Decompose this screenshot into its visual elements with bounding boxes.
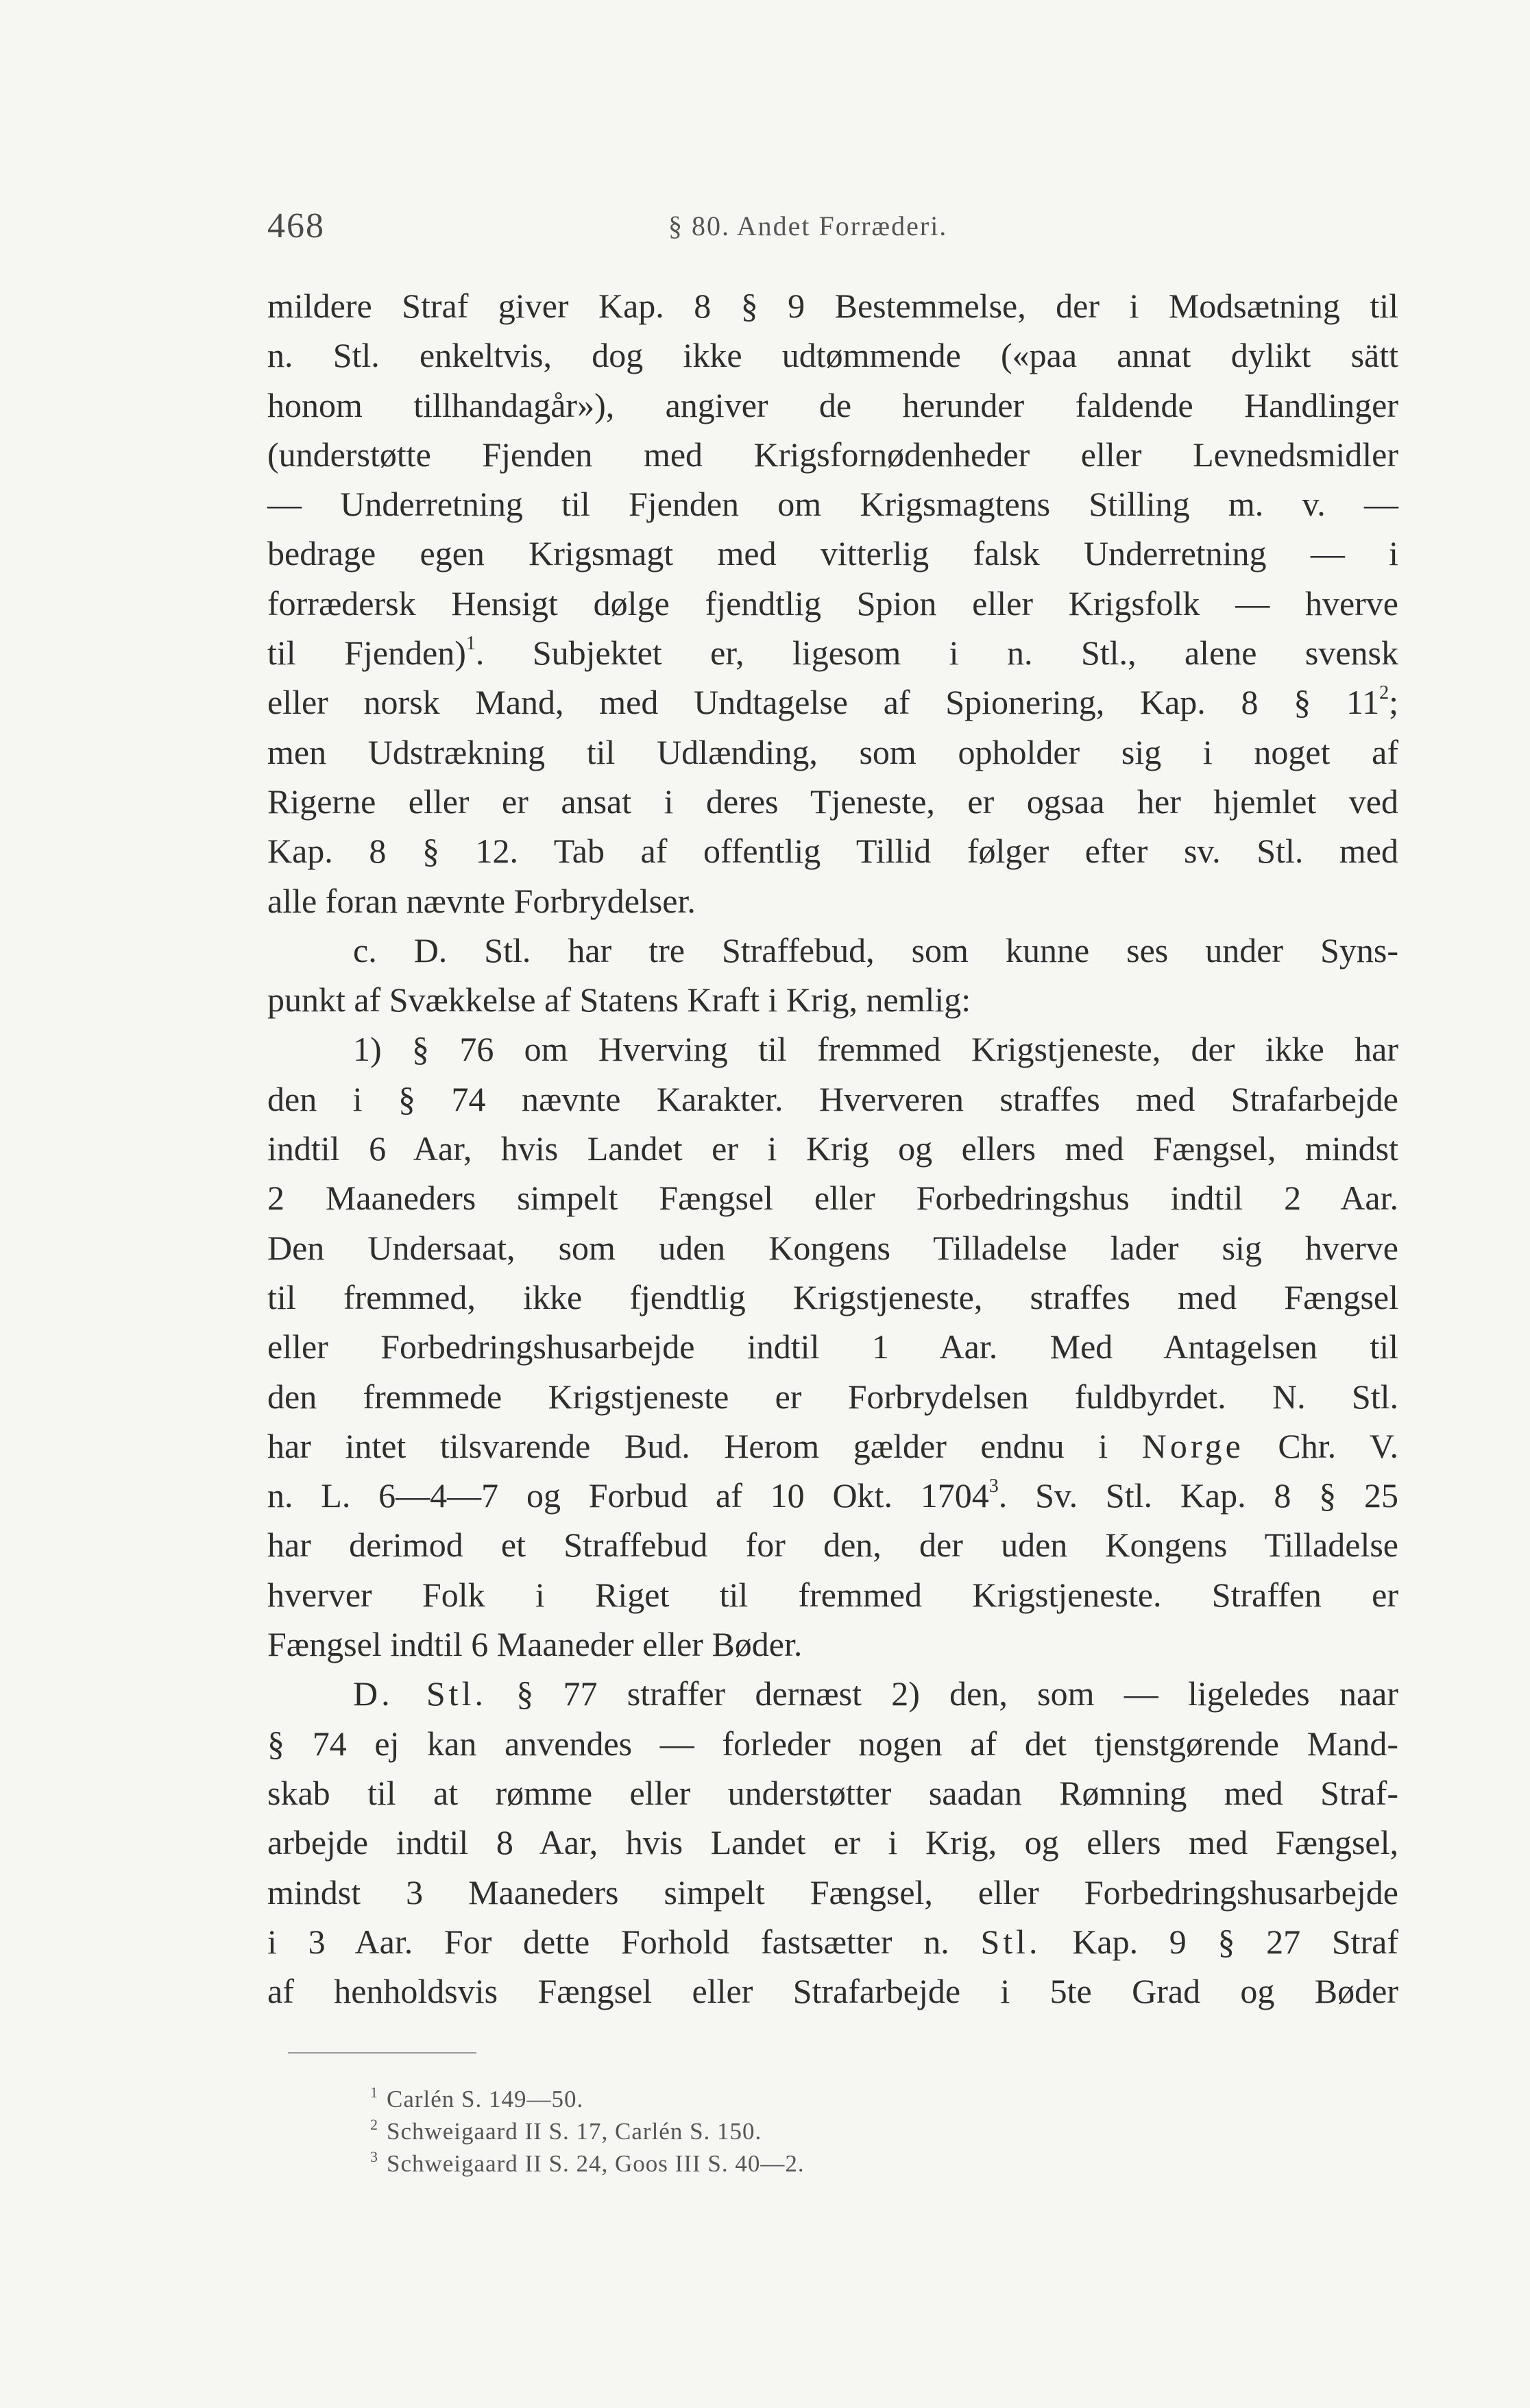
footnote <box>370 2083 1193 2115</box>
text-line: har derimod et Straffebud for den, der uden Kongens Tilladelse <box>267 1526 1398 1565</box>
text-segment: Norge <box>1141 1426 1244 1465</box>
text-line: alle foran nævnte Forbrydelser. <box>267 881 696 920</box>
text-line <box>267 1669 1398 1718</box>
text-line: § 74 ej kan anvendes — forleder nogen af det tjenstgørende Mand- <box>267 1724 1398 1763</box>
text-line <box>267 1421 1398 1471</box>
text-segment: Stl. <box>980 1922 1041 1961</box>
text-line <box>267 628 1398 677</box>
text-line: skab til at rømme eller understøtter saadan Rømning med Straf- <box>267 1773 1398 1812</box>
text-line: mindst 3 Maaneders simpelt Fængsel, eller Forbedringshusarbejde <box>267 1873 1398 1912</box>
footnote-ref: 2 <box>1379 682 1389 704</box>
text-segment: D. Stl. <box>353 1674 487 1713</box>
text-line: eller Forbedringshusarbejde indtil 1 Aar. Med Antagelsen til <box>267 1327 1398 1366</box>
text-line: (understøtte Fjenden med Krigsfornødenheder eller Levnedsmidler <box>267 435 1398 474</box>
text-segment: § 77 straffer dernæst 2) den, som — ligeledes naar <box>516 1674 1398 1713</box>
running-head: § 80. Andet Forræderi. <box>668 210 948 241</box>
footnote-text: Carlén S. 149—50. <box>387 2086 584 2112</box>
footnote-mark: 2 <box>370 2116 378 2133</box>
text-line: Rigerne eller er ansat i deres Tjeneste, er ogsaa her hjemlet ved <box>267 782 1398 821</box>
text-segment: i 3 Aar. For dette Forhold fastsætter n. <box>267 1922 949 1961</box>
text-segment: til Fjenden) <box>267 634 466 673</box>
text-segment: ; <box>1389 683 1398 722</box>
text-line: mildere Straf giver Kap. 8 § 9 Bestemmelse, der i Modsætning til <box>267 287 1398 325</box>
text-line: bedrage egen Krigsmagt med vitterlig falsk Underretning — i <box>267 534 1398 573</box>
footnote <box>370 2115 1193 2147</box>
text-segment: Subjektet er, ligesom i n. Stl., alene svensk <box>532 634 1399 673</box>
text-line: 1) § 76 om Hverving til fremmed Krigstjeneste, der ikke har <box>353 1030 1398 1069</box>
text-line: Kap. 8 § 12. Tab af offentlig Tillid følger efter sv. Stl. med <box>267 832 1398 871</box>
text-segment: n. L. 6—4—7 og Forbud af 10 Okt. 1704 <box>267 1476 989 1515</box>
body-text <box>267 281 1398 2016</box>
text-segment: eller norsk Mand, med Undtagelse af Spionering, Kap. 8 § 11 <box>267 683 1380 722</box>
footnote-text: Schweigaard II S. 24, Goos III S. 40—2. <box>387 2150 805 2177</box>
text-line <box>267 677 1398 727</box>
footnote-mark: 3 <box>370 2148 378 2165</box>
text-line: punkt af Svækkelse af Statens Kraft i Krig, nemlig: <box>267 980 971 1020</box>
text-line: 2 Maaneders simpelt Fængsel eller Forbedringshus indtil 2 Aar. <box>267 1179 1398 1218</box>
text-segment: . <box>475 634 485 673</box>
text-segment: Chr. V. <box>1278 1426 1399 1465</box>
text-line: hverver Folk i Riget til fremmed Krigstjeneste. Straffen er <box>267 1575 1398 1614</box>
text-line: honom tillhandagår»), angiver de herunder faldende Handlinger <box>267 385 1398 424</box>
text-line: indtil 6 Aar, hvis Landet er i Krig og ellers med Fængsel, mindst <box>267 1129 1398 1168</box>
text-segment: Kap. 9 § 27 Straf <box>1072 1922 1399 1961</box>
text-line: n. L. 6—4—7 og Forbud af 10 Okt. 1704$^3$. Sv. Stl. Kap. 8 § 25 <box>267 1476 1399 1515</box>
footnote-ref: 3 <box>988 1476 999 1497</box>
text-line: n. Stl. enkeltvis, dog ikke udtømmende («paa annat dylikt sätt <box>267 336 1398 375</box>
text-line: c. D. Stl. har tre Straffebud, som kunne ses under Syns- <box>353 930 1398 970</box>
text-line: arbejde indtil 8 Aar, hvis Landet er i Krig, og ellers med Fængsel, <box>267 1823 1398 1862</box>
footnote-mark: 1 <box>370 2084 378 2101</box>
footnote-ref: 1 <box>465 633 476 655</box>
text-line: Den Undersaat, som uden Kongens Tilladelse lader sig hverve <box>267 1228 1398 1267</box>
text-line: Fængsel indtil 6 Maaneder eller Bøder. <box>267 1625 803 1664</box>
text-line: den i § 74 nævnte Karakter. Hververen straffes med Strafarbejde <box>267 1079 1398 1118</box>
text-line: forrædersk Hensigt dølge fjendtlig Spion eller Krigsfolk — hverve <box>267 583 1398 623</box>
text-line: men Udstrækning til Udlænding, som opholder sig i noget af <box>267 732 1398 771</box>
page-header <box>267 206 1398 254</box>
text-line: den fremmede Krigstjeneste er Forbrydelsen fuldbyrdet. N. Stl. <box>267 1377 1398 1416</box>
text-line: af henholdsvis Fængsel eller Strafarbejde i 5te Grad og Bøder <box>267 1972 1398 2011</box>
text-segment: Sv. Stl. Kap. 8 § 25 <box>1035 1476 1399 1515</box>
text-line: — Underretning til Fjenden om Krigsmagtens Stilling m. v. — <box>267 485 1398 524</box>
page-number: 468 <box>267 206 325 245</box>
text-line <box>267 1917 1398 1966</box>
footnote <box>370 2147 1193 2180</box>
footnote-text: Schweigaard II S. 17, Carlén S. 150. <box>387 2118 762 2145</box>
footnotes <box>370 2083 1193 2180</box>
footnote-divider <box>288 2052 476 2054</box>
text-segment: har intet tilsvarende Bud. Herom gælder endnu i <box>267 1426 1108 1465</box>
text-line: til fremmed, ikke fjendtlig Krigstjeneste, straffes med Fængsel <box>267 1277 1398 1316</box>
